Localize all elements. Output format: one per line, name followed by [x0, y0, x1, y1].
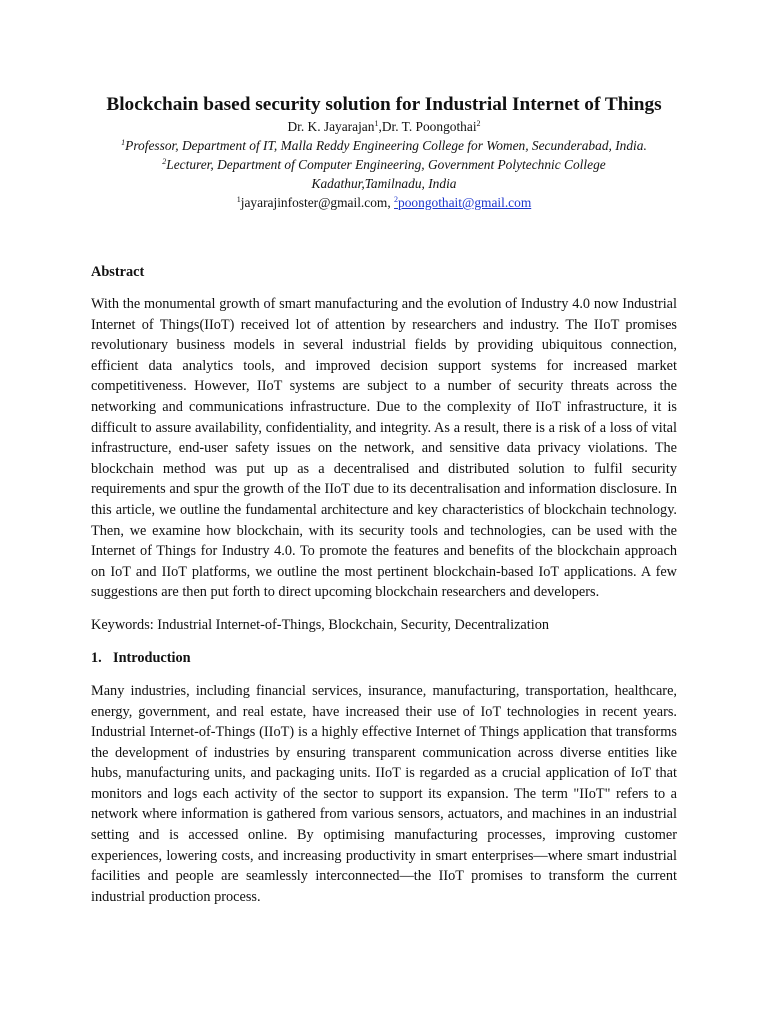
email-2-link[interactable]	[394, 195, 531, 210]
affiliation-1	[91, 136, 677, 155]
introduction-body: Many industries, including financial services, insurance, manufacturing, transportation, healthcare, energy, government, and real estate, have increased their use of IoT technologies in recent years. Industrial Internet-of-Things (IIoT) is a highly effective Internet of Things application that transforms the development of industries by ensuring transparent communication across diverse entities like hubs, manufacturing units, and packaging units. IIoT is regarded as a crucial application of IoT that monitors and logs each activity of the sector to support its expansion. The term "IIoT" refers to a network where information is gathered from various sensors, actuators, and machines in an industrial setting and is accessed online. By optimising manufacturing processes, improving customer experiences, lowering costs, and increasing productivity in smart enterprises—where smart industrial facilities and people are seamlessly interconnected—the IIoT promises to transform the current industrial production process.	[91, 682, 677, 905]
affiliation-2-text: Lecturer, Department of Computer Engineering, Government Polytechnic College	[166, 157, 606, 172]
introduction-heading	[91, 648, 677, 668]
abstract-body: With the monumental growth of smart manufacturing and the evolution of Industry 4.0 now Industrial Internet of Things(IIoT) received lot of attention by researchers and industry. The IIoT promises revolutionary business models in several industrial fields by providing ubiquitous connection, efficient data analytics tools, and improved decision support systems for increased market competitiveness. However, IIoT systems are subject to a number of security threats across the networking and communications infrastructure. Due to the complexity of IIoT infrastructure, it is difficult to assure availability, confidentiality, and integrity. As a result, there is a risk of a loss of vital infrastructure, end-user safety issues on the network, and sensitive data privacy violations. The blockchain method was put up as a decentralised and distributed solution to fulfil security requirements and spur the growth of the IIoT due to its decentralisation and information disclosure. In this article, we outline the fundamental architecture and key characteristics of blockchain technology. Then, we examine how blockchain, with its security tools and technologies, can be used with the Internet of Things for Industry 4.0. To promote the features and benefits of the blockchain approach on IoT and IIoT platforms, we outline the most pertinent blockchain-based IoT applications. A few suggestions are then put forth to direct upcoming blockchain researchers and developers.	[91, 296, 677, 601]
email-2: poongothait@gmail.com	[398, 195, 532, 210]
author-line	[91, 117, 677, 136]
email-1: jayarajinfoster@gmail.com,	[240, 195, 395, 210]
keywords-line: Keywords: Industrial Internet-of-Things, Blockchain, Security, Decentralization	[91, 616, 550, 633]
document-page	[91, 93, 677, 907]
affiliation-2-location: Kadathur,Tamilnadu, India	[311, 176, 457, 191]
affiliation-1-text: Professor, Department of IT, Malla Reddy Engineering College for Women, Secunderabad, India.	[125, 138, 647, 153]
email-1-superscript: 1	[236, 195, 241, 204]
section-title: Introduction	[113, 649, 191, 666]
abstract-heading: Abstract	[91, 264, 145, 280]
affiliation-1-superscript: 1	[121, 138, 126, 147]
email-2-superscript: 2	[394, 195, 399, 204]
section-number: 1.	[91, 649, 102, 666]
affiliation-2-superscript: 2	[162, 157, 167, 166]
author-separator: ,	[378, 119, 382, 134]
author-1: Dr. K. Jayarajan	[287, 119, 375, 134]
paper-title: Blockchain based security solution for Industrial Internet of Things	[106, 94, 662, 115]
author-1-superscript: 1	[374, 119, 379, 128]
email-line	[91, 193, 677, 212]
author-2: Dr. T. Poongothai	[381, 119, 477, 134]
affiliation-2	[91, 155, 677, 174]
author-2-superscript: 2	[476, 119, 481, 128]
